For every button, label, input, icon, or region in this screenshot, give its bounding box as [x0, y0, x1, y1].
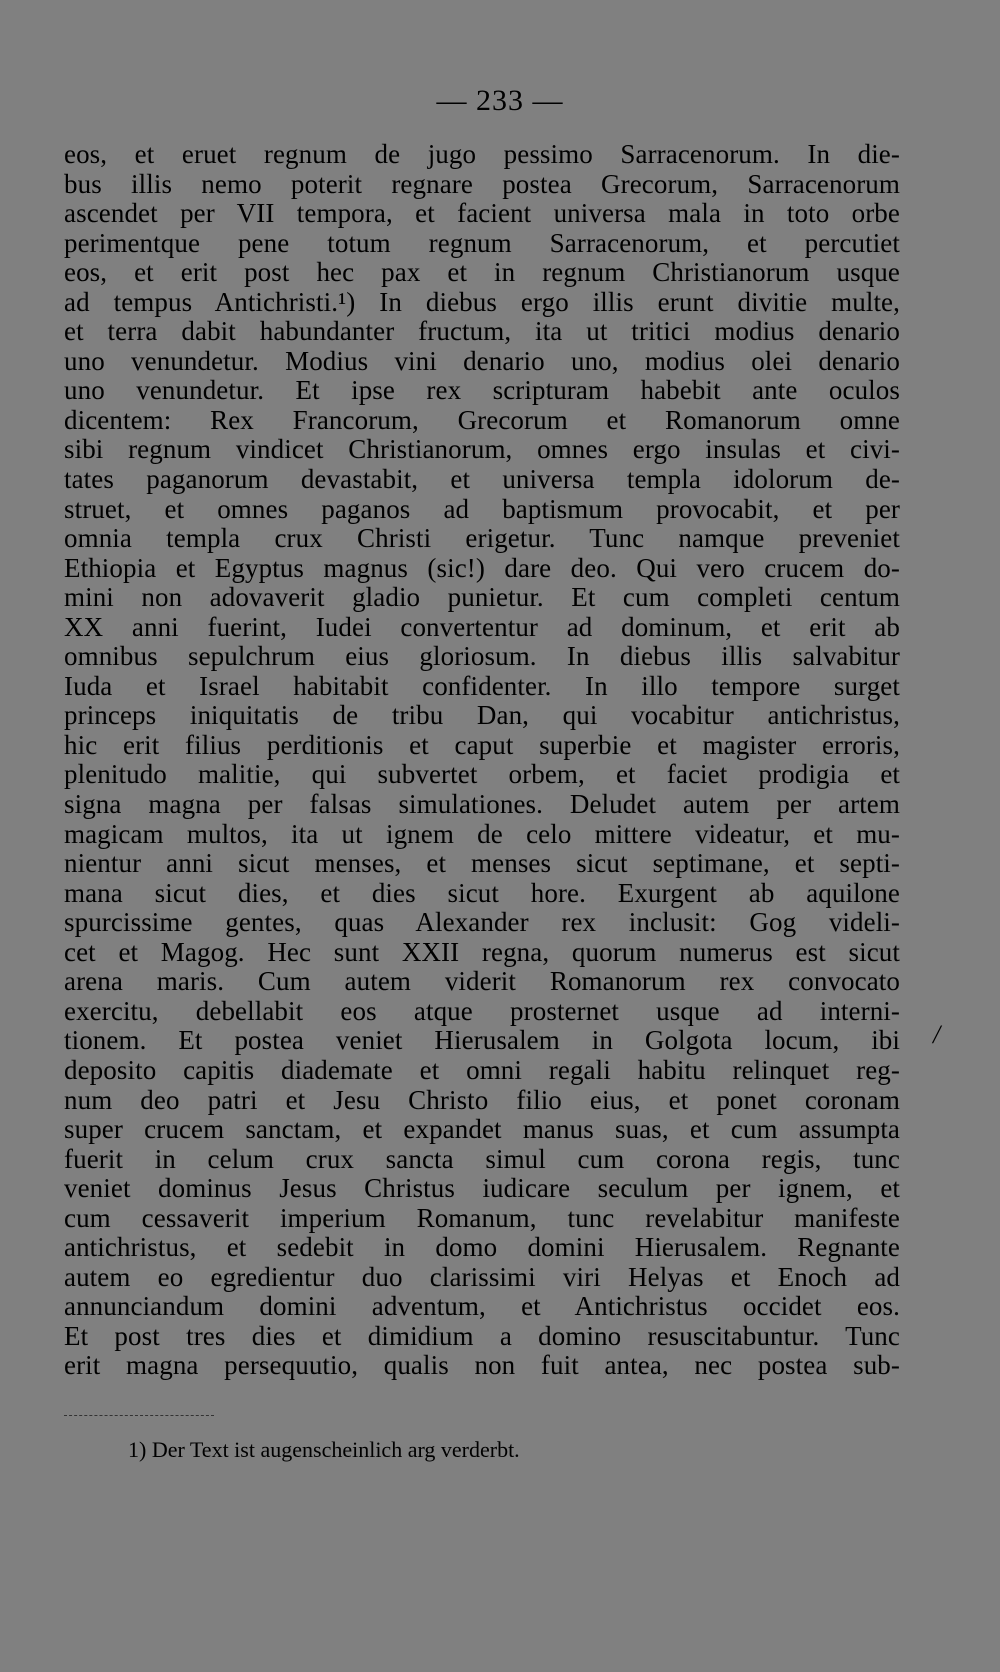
text-line: sibi regnum vindicet Christianorum, omnes ergo insulas et civi-: [64, 434, 900, 465]
text-line: spurcissime gentes, quas Alexander rex inclusit: Gog videli-: [64, 907, 900, 938]
text-line: tionem. Et postea veniet Hierusalem in Golgota locum, ibi: [64, 1025, 900, 1056]
text-line: exercitu, debellabit eos atque prosternet usque ad interni-: [64, 995, 900, 1026]
footnote: 1) Der Text ist augenscheinlich arg verderbt.: [128, 1437, 520, 1462]
footnote-separator: [64, 1415, 214, 1416]
margin-mark: /: [933, 1020, 941, 1049]
text-line: num deo patri et Jesu Christo filio eius, et ponet coronam: [64, 1084, 900, 1115]
text-line: bus illis nemo poterit regnare postea Grecorum, Sarracenorum: [64, 168, 900, 199]
text-line: Iuda et Israel habitabit confidenter. In illo tempore surget: [64, 670, 900, 701]
text-line: cum cessaverit imperium Romanum, tunc revelabitur manifeste: [64, 1202, 900, 1233]
text-line: eos, et erit post hec pax et in regnum Christianorum usque: [64, 257, 900, 288]
text-line: struet, et omnes paganos ad baptismum provocabit, et per: [64, 493, 900, 524]
page-number: — 233 —: [436, 84, 564, 117]
text-line: uno venundetur. Et ipse rex scripturam habebit ante oculos: [64, 375, 900, 406]
text-line: ad tempus Antichristi.¹) In diebus ergo illis erunt divitie multe,: [64, 286, 900, 317]
text-line: cet et Magog. Hec sunt XXII regna, quorum numerus est sicut: [64, 936, 900, 967]
text-line: mini non adovaverit gladio punietur. Et cum completi centum: [64, 582, 900, 613]
text-line: plenitudo malitie, qui subvertet orbem, et faciet prodigia et: [64, 759, 900, 790]
text-line: arena maris. Cum autem viderit Romanorum rex convocato: [64, 966, 900, 997]
text-line: mana sicut dies, et dies sicut hore. Exurgent ab aquilone: [64, 877, 900, 908]
text-line: uno venundetur. Modius vini denario uno, modius olei denario: [64, 345, 900, 376]
text-line: signa magna per falsas simulationes. Deludet autem per artem: [64, 789, 900, 820]
text-line: perimentque pene totum regnum Sarracenorum, et percutiet: [64, 227, 900, 258]
text-line: hic erit filius perditionis et caput superbie et magister erroris,: [64, 729, 900, 760]
text-line: eos, et eruet regnum de jugo pessimo Sarracenorum. In die-: [64, 139, 900, 169]
text-line: omnia templa crux Christi erigetur. Tunc namque preveniet: [64, 523, 900, 554]
text-line: ascendet per VII tempora, et facient universa mala in toto orbe: [64, 198, 900, 229]
body-text: [64, 140, 900, 1381]
text-line: autem eo egredientur duo clarissimi viri Helyas et Enoch ad: [64, 1261, 900, 1292]
text-line: antichristus, et sedebit in domo domini Hierusalem. Regnante: [64, 1232, 900, 1263]
text-line: et terra dabit habundanter fructum, ita ut tritici modius denario: [64, 316, 900, 347]
text-line: super crucem sanctam, et expandet manus suas, et cum assumpta: [64, 1114, 900, 1145]
text-line: deposito capitis diademate et omni regali habitu relinquet reg-: [64, 1054, 900, 1085]
text-line: Et post tres dies et dimidium a domino resuscitabuntur. Tunc: [64, 1320, 900, 1351]
text-line: omnibus sepulchrum eius gloriosum. In diebus illis salvabitur: [64, 641, 900, 672]
text-line: erit magna persequutio, qualis non fuit antea, nec postea sub-: [64, 1350, 900, 1381]
text-line: tates paganorum devastabit, et universa templa idolorum de-: [64, 464, 900, 495]
text-line: dicentem: Rex Francorum, Grecorum et Romanorum omne: [64, 404, 900, 435]
text-line: annunciandum domini adventum, et Antichristus occidet eos.: [64, 1291, 900, 1322]
text-line: fuerit in celum crux sancta simul cum corona regis, tunc: [64, 1143, 900, 1174]
text-line: princeps iniquitatis de tribu Dan, qui vocabitur antichristus,: [64, 700, 900, 731]
text-line: magicam multos, ita ut ignem de celo mittere videatur, et mu-: [64, 818, 900, 849]
text-line: veniet dominus Jesus Christus iudicare seculum per ignem, et: [64, 1173, 900, 1204]
text-line: nientur anni sicut menses, et menses sicut septimane, et septi-: [64, 848, 900, 879]
text-line: Ethiopia et Egyptus magnus (sic!) dare deo. Qui vero crucem do-: [64, 552, 900, 583]
text-line: XX anni fuerint, Iudei convertentur ad dominum, et erit ab: [64, 611, 900, 642]
